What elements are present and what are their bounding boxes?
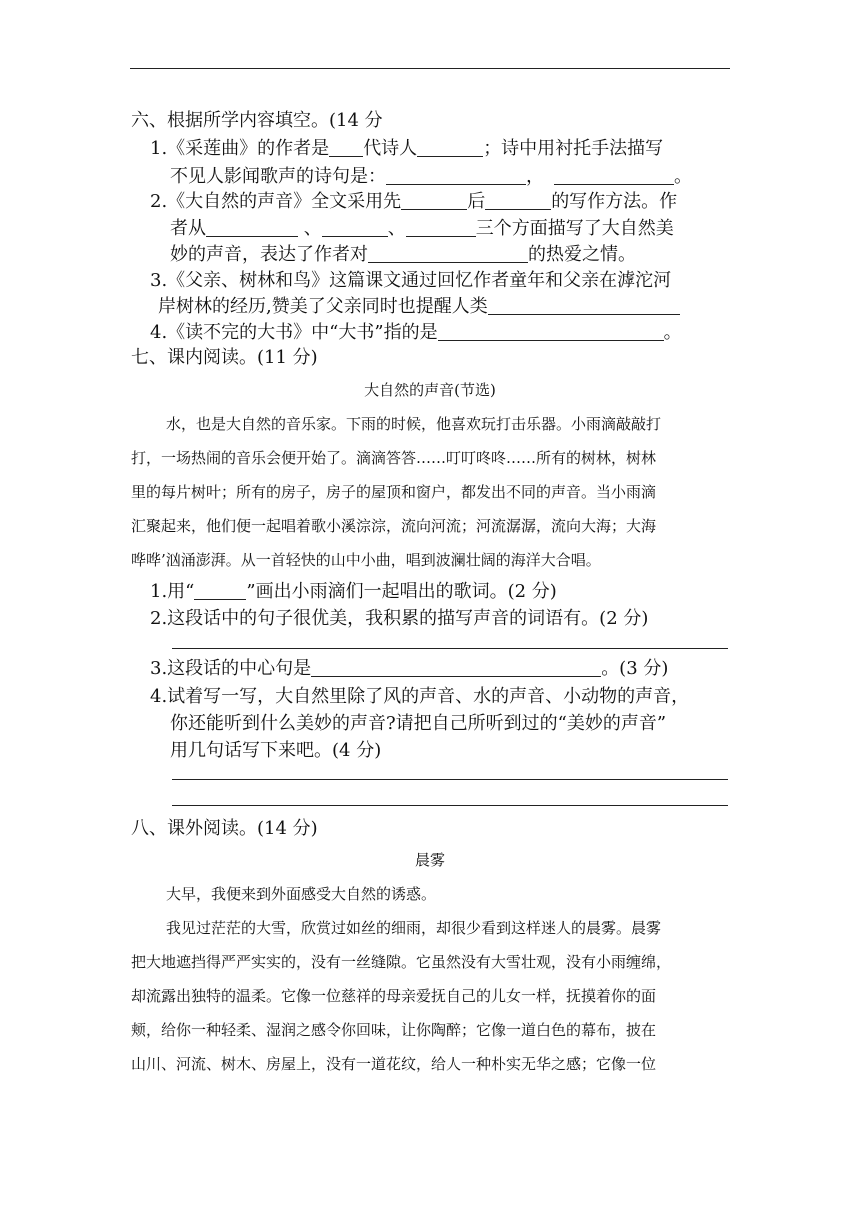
- s7-q3-text-b: 。(3 分): [601, 658, 669, 679]
- blank[interactable]: [386, 166, 526, 185]
- s6-q4-text-a: 4.《读不完的大书》中“大书”指的是: [150, 322, 438, 343]
- answer-line[interactable]: [172, 805, 728, 806]
- s6-q2-text-f: 、: [387, 218, 406, 239]
- section-6-title: 六、根据所学内容填空。(14 分: [131, 110, 383, 131]
- s6-q2-text-b: 后: [467, 191, 486, 212]
- s6-q2-text-a: 2.《大自然的声音》全文采用先: [150, 191, 402, 212]
- s7-q1-text-a: 1.用“: [150, 581, 195, 602]
- s6-q3-line2: [158, 292, 680, 318]
- blank[interactable]: [206, 218, 298, 237]
- s6-q1-text-f: 。: [674, 166, 692, 187]
- s7-q4-line3: 用几句话写下来吧。(4 分): [170, 740, 382, 761]
- blank[interactable]: [417, 138, 483, 157]
- s6-q2-line1: [150, 187, 677, 213]
- blank[interactable]: [406, 218, 476, 237]
- s6-q2-text-e: 、: [303, 218, 322, 239]
- s8-para-line: 山川、河流、树木、房屋上，没有一道花纹，给人一种朴实无华之感；它像一位: [131, 1055, 657, 1073]
- s8-para-line: 却流露出独特的温柔。它像一位慈祥的母亲爱抚自己的儿女一样，抚摸着你的面: [131, 987, 657, 1005]
- s8-para-line: 大早，我便来到外面感受大自然的诱惑。: [166, 885, 437, 903]
- s6-q2-text-h: 妙的声音，表达了作者对: [170, 244, 368, 265]
- s7-q2: 2.这段话中的句子很优美，我积累的描写声音的词语有。(2 分): [150, 608, 649, 629]
- blank[interactable]: [322, 218, 388, 237]
- s7-para-line: 里的每片树叶；所有的房子，房子的屋顶和窗户，都发出不同的声音。当小雨滴: [131, 483, 657, 501]
- s8-para-line: 颊，给你一种轻柔、湿润之感令你回味，让你陶醉；它像一道白色的幕布，披在: [131, 1021, 657, 1039]
- s7-q1: [150, 577, 557, 603]
- s6-q4-line: [150, 318, 682, 344]
- blank[interactable]: [194, 581, 246, 600]
- s7-para-line: 汇聚起来，他们便一起唱着歌小溪淙淙，流向河流；河流潺潺，流向大海；大海: [131, 517, 657, 535]
- s8-para-line: 我见过茫茫的大雪，欣赏过如丝的细雨，却很少看到这样迷人的晨雾。晨雾: [166, 919, 662, 937]
- blank[interactable]: [368, 244, 528, 263]
- blank[interactable]: [329, 138, 363, 157]
- s7-q1-text-b: ”画出小雨滴们一起唱出的歌词。(2 分): [246, 581, 557, 602]
- s6-q1-line2: [170, 162, 692, 188]
- s6-q1-text-e: ，: [526, 166, 544, 187]
- section-8-title: 八、课外阅读。(14 分): [131, 818, 318, 839]
- blank[interactable]: [401, 191, 467, 210]
- s6-q2-text-i: 的热爱之情。: [528, 244, 636, 265]
- s6-q1-line1: [150, 134, 663, 160]
- s6-q2-line3: [170, 240, 636, 266]
- s7-q4-line2: 你还能听到什么美妙的声音?请把自己所听到过的“美妙的声音”: [170, 713, 667, 734]
- s6-q2-line2: [170, 214, 674, 240]
- s7-q4-line1: 4.试着写一写，大自然里除了风的声音、水的声音、小动物的声音，: [150, 686, 690, 707]
- s7-passage-title: 大自然的声音(节选): [364, 381, 496, 399]
- s8-passage-title: 晨雾: [414, 851, 445, 869]
- s6-q4-text-b: 。: [663, 322, 682, 343]
- s7-q3: [150, 654, 668, 680]
- s7-q3-text-a: 3.这段话的中心句是: [150, 658, 312, 679]
- s6-q3-text-b: 岸树林的经历,赞美了父亲同时也提醒人类: [158, 296, 488, 317]
- blank[interactable]: [438, 322, 664, 341]
- s6-q1-text-b: 代诗人: [363, 138, 418, 159]
- s6-q2-text-c: 的写作方法。作: [551, 191, 678, 212]
- s7-para-line: 打，一场热闹的音乐会便开始了。滴滴答答……叮叮咚咚……所有的树林，树林: [131, 449, 657, 467]
- s8-para-line: 把大地遮挡得严严实实的，没有一丝缝隙。它虽然没有大雪壮观，没有小雨缠绵，: [131, 953, 672, 971]
- blank[interactable]: [485, 191, 551, 210]
- s6-q1-text-d: 不见人影闻歌声的诗句是：: [170, 166, 386, 187]
- s6-q3-line1: 3.《父亲、树林和鸟》这篇课文通过回忆作者童年和父亲在滹沱河: [150, 270, 672, 291]
- header-rule: [130, 68, 730, 69]
- blank[interactable]: [554, 166, 674, 185]
- answer-line[interactable]: [172, 779, 728, 780]
- s6-q2-text-d: 者从: [170, 218, 206, 239]
- section-7-title: 七、课内阅读。(11 分): [131, 347, 318, 368]
- answer-line[interactable]: [172, 648, 728, 649]
- s6-q1-text-a: 1.《采莲曲》的作者是: [150, 138, 330, 159]
- s7-para-line: 哗哗’汹涌澎湃。从一首轻快的山中小曲，唱到波澜壮阔的海洋大合唱。: [131, 551, 601, 569]
- blank[interactable]: [488, 296, 680, 315]
- s6-q2-text-g: 三个方面描写了大自然美: [475, 218, 674, 239]
- s6-q1-text-c: ；诗中用衬托手法描写: [483, 138, 664, 159]
- s7-para-line: 水，也是大自然的音乐家。下雨的时候，他喜欢玩打击乐器。小雨滴敲敲打: [166, 415, 662, 433]
- blank[interactable]: [311, 658, 601, 677]
